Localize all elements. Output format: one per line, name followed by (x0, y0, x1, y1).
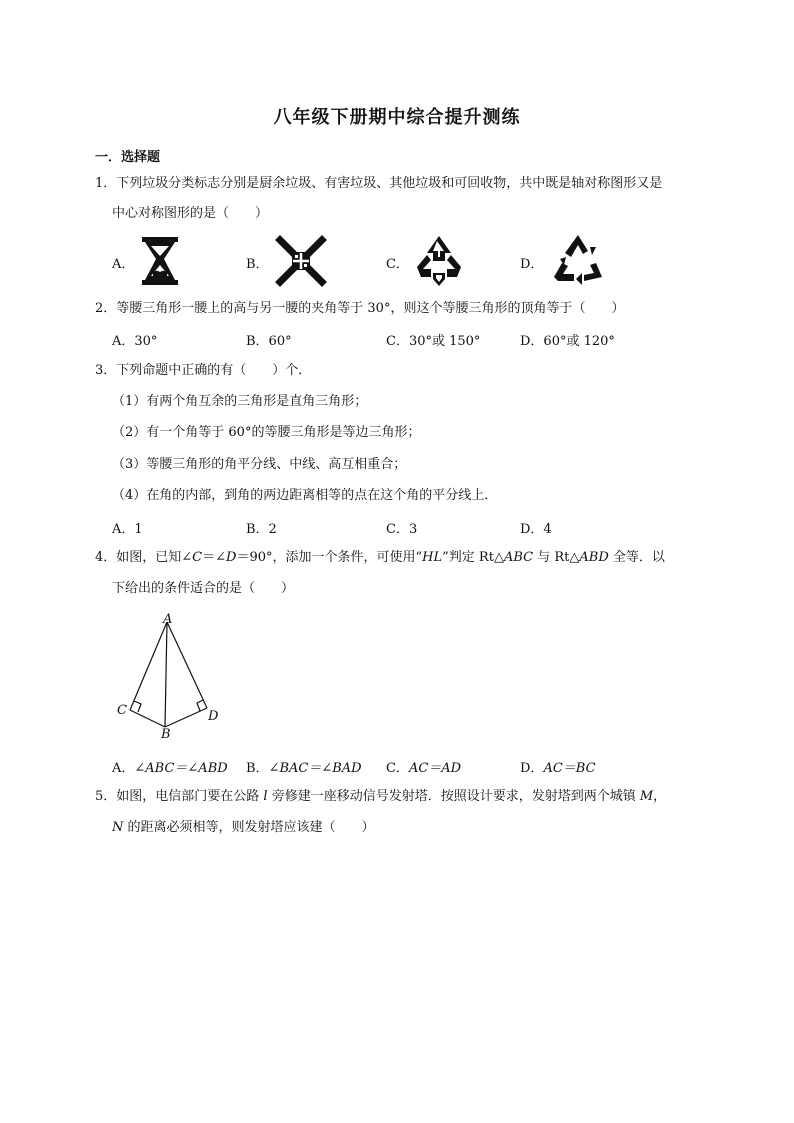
q3-item-1: （1）有两个角互余的三角形是直角三角形； (112, 394, 368, 409)
page-title: 八年级下册期中综合提升测练 (273, 107, 521, 128)
q3-item-2: （2）有一个角等于 60°的等腰三角形是等边三角形； (112, 425, 421, 440)
q4-option-c[interactable]: C．AC＝AD (386, 761, 462, 776)
q4-option-d[interactable]: D．AC＝BC (520, 761, 596, 776)
kitchen-waste-icon (139, 235, 181, 287)
q4-label-d: D (208, 709, 219, 724)
q4-label-a: A (163, 612, 173, 627)
q3-item-3: （3）等腰三角形的角平分线、中线、高互相重合； (112, 457, 407, 472)
q3-option-a[interactable]: A．1 (112, 522, 143, 537)
q5-stem-line1: 5．如图，电信部门要在公路 l 旁修建一座移动信号发射塔．按照设计要求，发射塔到两个城镇 M， (95, 789, 667, 804)
q4-option-a[interactable]: A．∠ABC＝∠ABD (112, 761, 228, 776)
recyclable-icon (552, 233, 604, 287)
q2-option-b[interactable]: B．60° (246, 334, 292, 349)
q4-label-c: C (117, 703, 127, 718)
q1-stem-line1: 1．下列垃圾分类标志分别是厨余垃圾、有害垃圾、其他垃圾和可回收物，共中既是轴对称图形又是 (95, 176, 663, 191)
q2-option-d[interactable]: D．60°或 120° (520, 334, 615, 349)
q2-stem: 2．等腰三角形一腰上的高与另一腰的夹角等于 30°，则这个等腰三角形的顶角等于（ ） (95, 301, 625, 316)
q4-label-b: B (161, 727, 171, 742)
q3-stem: 3．下列命题中正确的有（ ）个． (95, 363, 312, 378)
q1-option-b[interactable]: B． (246, 257, 269, 272)
other-waste-icon (413, 233, 465, 287)
q3-option-c[interactable]: C．3 (386, 522, 418, 537)
q1-option-d[interactable]: D． (520, 257, 544, 272)
q2-option-c[interactable]: C．30°或 150° (386, 334, 481, 349)
q3-option-b[interactable]: B．2 (246, 522, 277, 537)
section-heading: 一．选择题 (95, 150, 161, 165)
q3-item-4: （4）在角的内部，到角的两边距离相等的点在这个角的平分线上． (112, 488, 498, 503)
q5-stem-line2: N 的距离必须相等，则发射塔应该建（ ） (112, 820, 375, 835)
q1-stem-line2: 中心对称图形的是（ ） (112, 206, 269, 221)
q3-option-d[interactable]: D．4 (520, 522, 552, 537)
q1-option-a[interactable]: A． (112, 257, 135, 272)
q4-stem-line2: 下给出的条件适合的是（ ） (112, 581, 295, 596)
q1-option-c[interactable]: C． (386, 257, 409, 272)
q4-stem-line1: 4．如图，已知∠C＝∠D＝90°，添加一个条件，可使用“HL”判定 Rt△ABC 与 Rt△ABD 全等．以 (95, 550, 665, 565)
hazardous-waste-icon (276, 236, 326, 286)
q2-option-a[interactable]: A．30° (112, 334, 158, 349)
q4-option-b[interactable]: B．∠BAC＝∠BAD (246, 761, 362, 776)
